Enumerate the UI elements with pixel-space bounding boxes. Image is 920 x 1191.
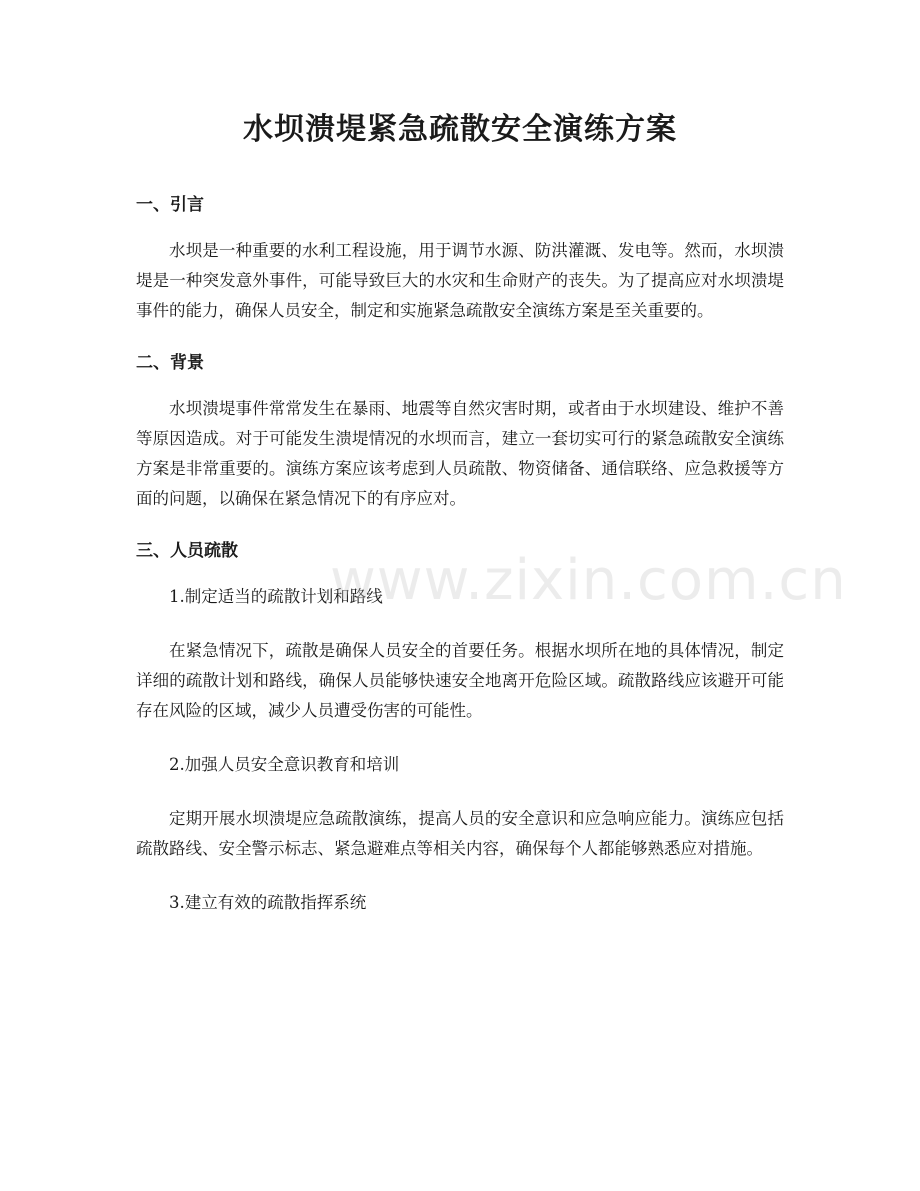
paragraph: 水坝溃堤事件常常发生在暴雨、地震等自然灾害时期，或者由于水坝建设、维护不善等原因造成。对于可能发生溃堤情况的水坝而言，建立一套切实可行的紧急疏散安全演练方案是非常重要的。演练方案应该考虑到人员疏散、物资储备、通信联络、应急救援等方面的问题，以确保在紧急情况下的有序应对。 bbox=[136, 399, 784, 508]
section-heading: 一、引言 bbox=[136, 195, 204, 215]
paragraph: 定期开展水坝溃堤应急疏散演练，提高人员的安全意识和应急响应能力。演练应包括疏散路线、安全警示标志、紧急避难点等相关内容，确保每个人都能够熟悉应对措施。 bbox=[136, 809, 784, 858]
paragraph: 在紧急情况下，疏散是确保人员安全的首要任务。根据水坝所在地的具体情况，制定详细的疏散计划和路线，确保人员能够快速安全地离开危险区域。疏散路线应该避开可能存在风险的区域，减少人员遭受伤害的可能性。 bbox=[136, 641, 784, 720]
subheading: 2.加强人员安全意识教育和培训 bbox=[169, 755, 400, 774]
section-heading: 三、人员疏散 bbox=[136, 541, 238, 561]
watermark-text: www.zixin.com.cn bbox=[330, 548, 847, 613]
document-title: 水坝溃堤紧急疏散安全演练方案 bbox=[243, 112, 677, 147]
section-heading: 二、背景 bbox=[136, 353, 204, 373]
subheading: 3.建立有效的疏散指挥系统 bbox=[169, 893, 367, 912]
subheading: 1.制定适当的疏散计划和路线 bbox=[169, 587, 383, 606]
section-background bbox=[136, 350, 784, 514]
paragraph: 水坝是一种重要的水利工程设施，用于调节水源、防洪灌溉、发电等。然而，水坝溃堤是一种突发意外事件，可能导致巨大的水灾和生命财产的丧失。为了提高应对水坝溃堤事件的能力，确保人员安全，制定和实施紧急疏散安全演练方案是至关重要的。 bbox=[136, 241, 784, 320]
section-introduction bbox=[136, 192, 784, 326]
section-evacuation bbox=[136, 538, 784, 918]
